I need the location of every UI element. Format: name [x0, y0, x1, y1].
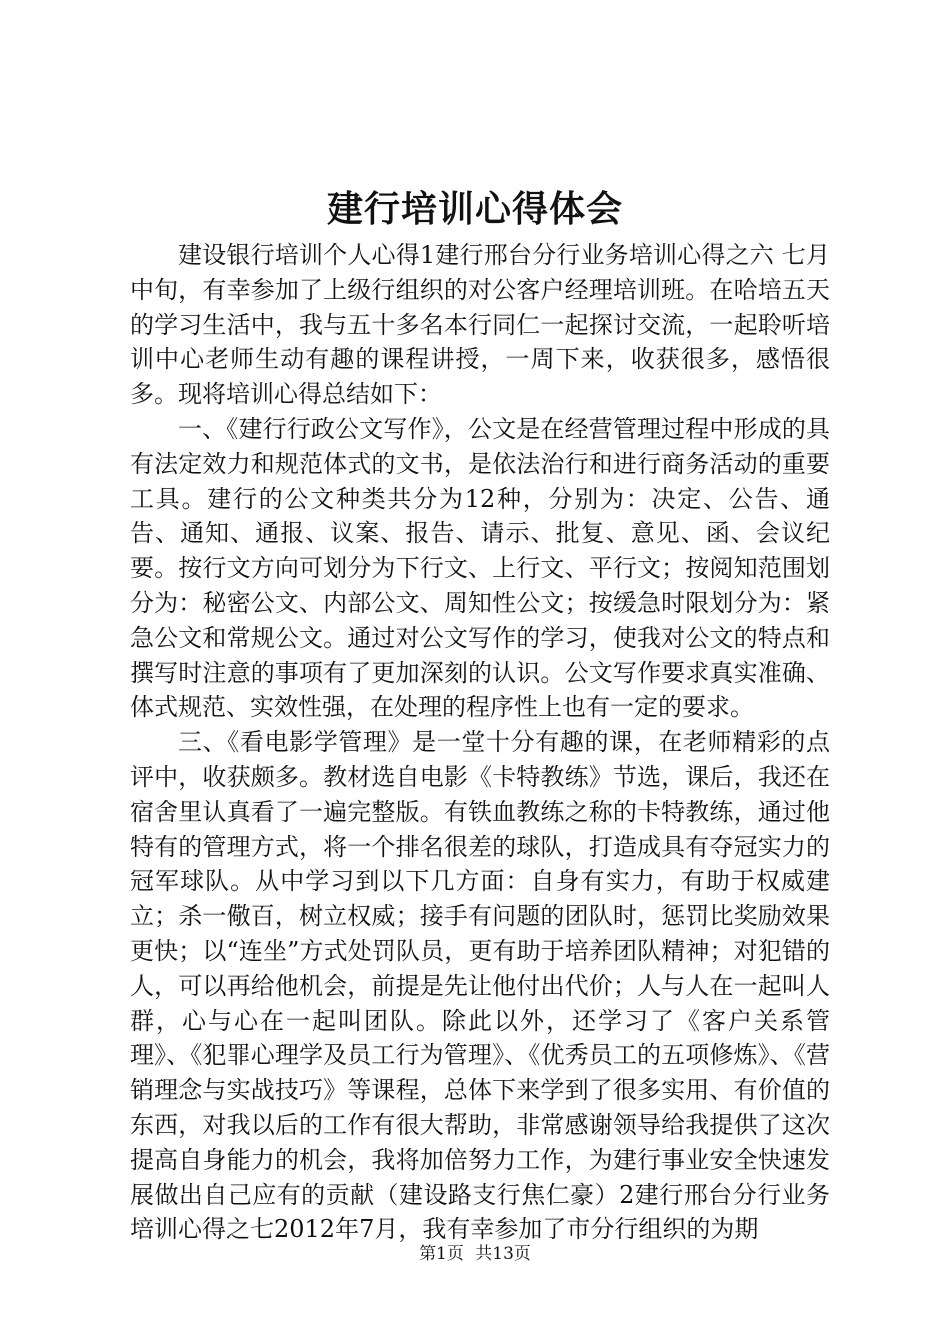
document-body: [130, 238, 830, 1247]
page-footer: [0, 1242, 950, 1266]
paragraph-intro: 建设银行培训个人心得1建行邢台分行业务培训心得之六 七月中旬，有幸参加了上级行组织的对公客户经理培训班。在哈培五天的学习生活中，我与五十多名本行同仁一起探讨交流，一起聆听培训中心老师生动有趣的课程讲授，一周下来，收获很多，感悟很多。现将培训心得总结如下：: [130, 241, 830, 409]
page-number-total: 共13页: [475, 1244, 531, 1264]
paragraph-section-three: 三、《看电影学管理》是一堂十分有趣的课，在老师精彩的点评中，收获颇多。教材选自电影《卡特教练》节选，课后，我还在宿舍里认真看了一遍完整版。有铁血教练之称的卡特教练，通过他特有的管理方式，将一个排名很差的球队，打造成具有夺冠实力的冠军球队。从中学习到以下几方面：自身有实力，有助于权威建立；杀一儆百，树立权威；接手有问题的团队时，惩罚比奖励效果更快；以“连坐”方式处罚队员，更有助于培养团队精神；对犯错的人，可以再给他机会，前提是先让他付出代价；人与人在一起叫人群，心与心在一起叫团队。除此以外，还学习了《客户关系管理》、《犯罪心理学及员工行为管理》、《优秀员工的五项修炼》、《营销理念与实战技巧》等课程，总体下来学到了很多实用、有价值的东西，对我以后的工作有很大帮助，非常感谢领导给我提供了这次提高自身能力的机会，我将加倍努力工作，为建行事业安全快速发展做出自己应有的贡献（建设路支行焦仁豪）2建行邢台分行业务培训心得之七2012年7月，我有幸参加了市分行组织的为期: [130, 728, 830, 1244]
document-title: 建行培训心得体会: [326, 188, 623, 230]
paragraph-section-one: 一、《建行行政公文写作》，公文是在经营管理过程中形成的具有法定效力和规范体式的文书，是依法治行和进行商务活动的重要工具。建行的公文种类共分为12种，分别为：决定、公告、通告、通知、通报、议案、报告、请示、批复、意见、函、会议纪要。按行文方向可划分为下行文、上行文、平行文；按阅知范围划分为：秘密公文、内部公文、周知性公文；按缓急时限划分为：紧急公文和常规公文。通过对公文写作的学习，使我对公文的特点和撰写时注意的事项有了更加深刻的认识。公文写作要求真实准确、体式规范、实效性强，在处理的程序性上也有一定的要求。: [130, 414, 830, 722]
page-number-current: 第1页: [419, 1244, 464, 1264]
